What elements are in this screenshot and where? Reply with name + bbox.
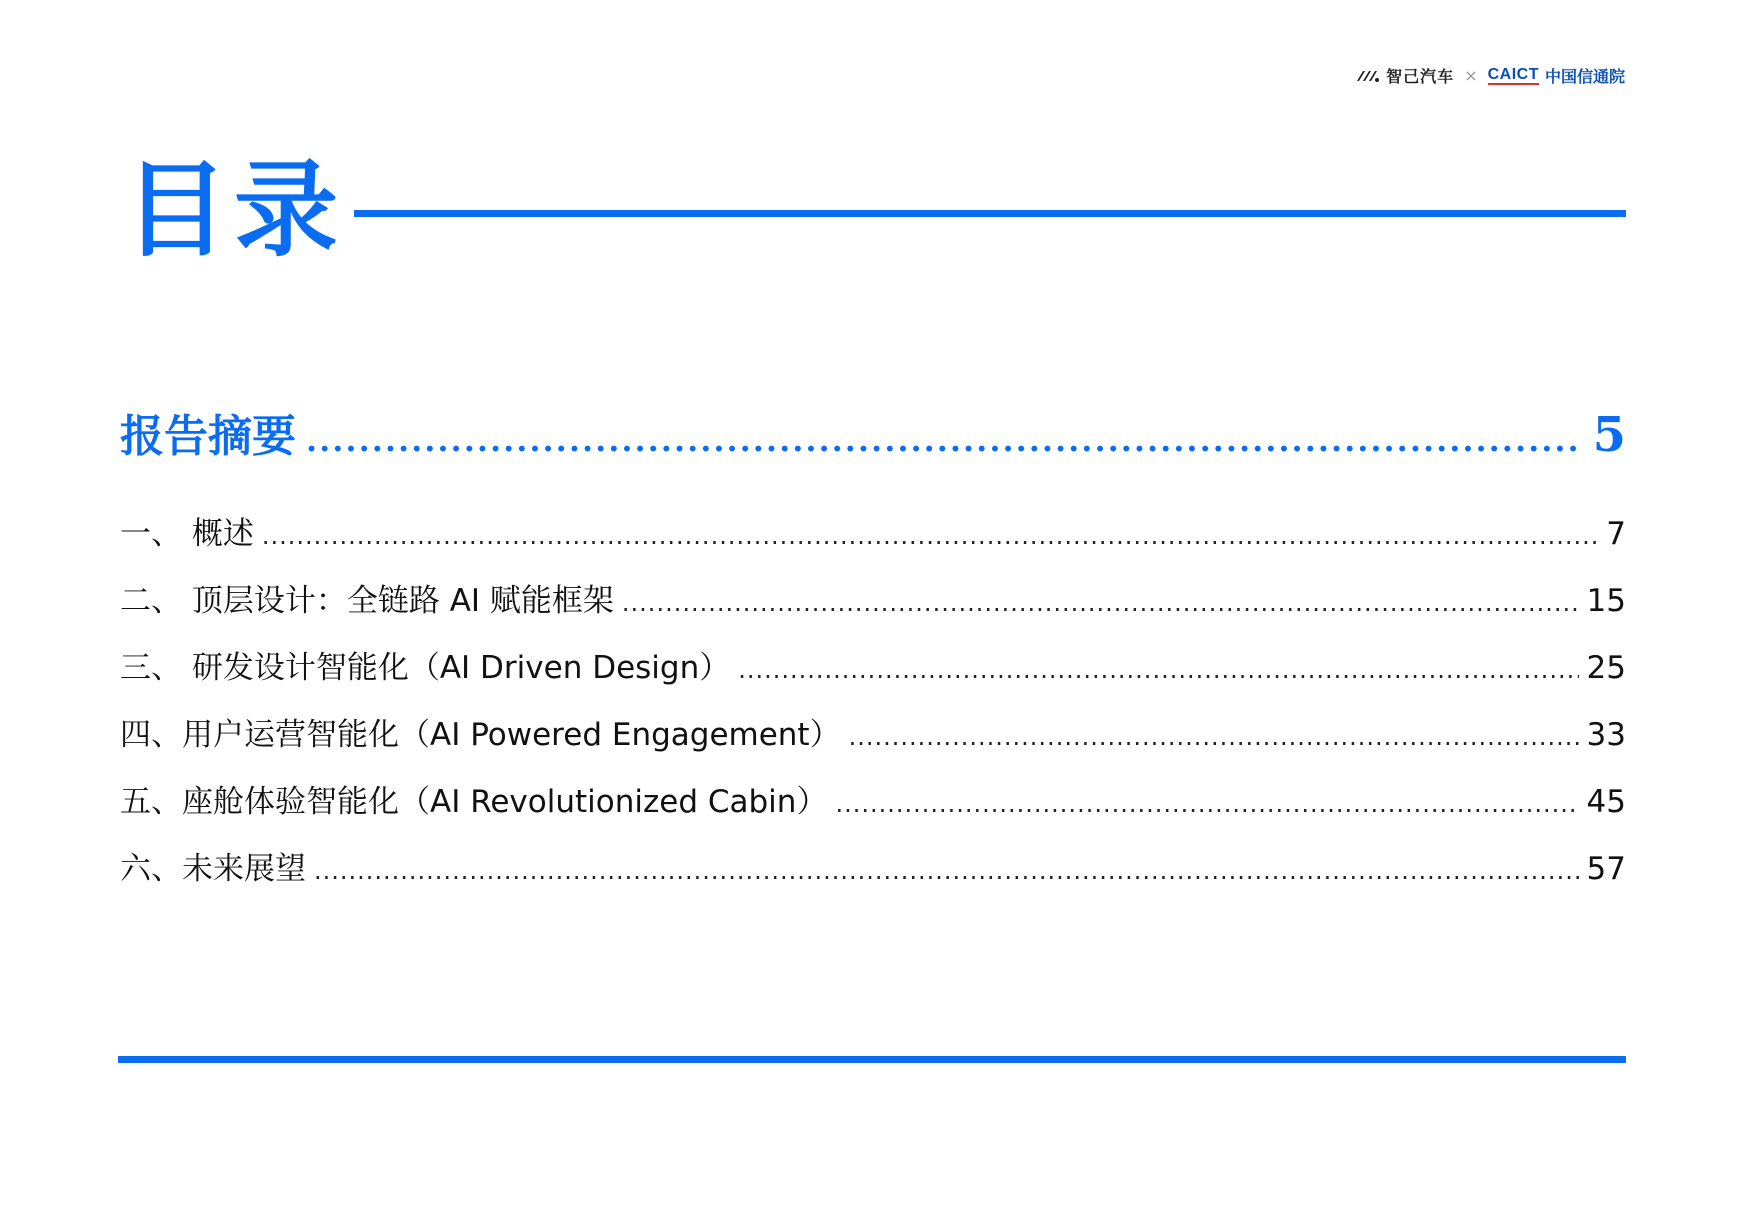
- header-logos: [1356, 64, 1625, 87]
- toc-item-label: 一、 概述: [120, 516, 254, 552]
- brand-zhiji-text: 智己汽车: [1386, 67, 1455, 86]
- toc-leader-dots: [849, 723, 1579, 751]
- toc-summary-row[interactable]: [120, 400, 1626, 464]
- toc-item[interactable]: [120, 776, 1626, 843]
- toc-item-label: 四、用户运营智能化（AI Powered Engagement）: [120, 717, 841, 753]
- toc-item-page: 57: [1586, 851, 1626, 887]
- brand-caict-logo: CAICT: [1487, 65, 1539, 83]
- toc-item-label: 五、座舱体验智能化（AI Revolutionized Cabin）: [120, 784, 828, 820]
- toc-item-label: 三、 研发设计智能化（AI Driven Design）: [120, 650, 731, 686]
- brand-caict-cn-text: 中国信通院: [1544, 67, 1625, 86]
- toc-leader-dots: [306, 421, 1583, 459]
- toc-leader-dots: [262, 522, 1598, 550]
- footer-divider: [118, 1056, 1626, 1063]
- title-divider: [354, 210, 1626, 217]
- toc-summary-label: 报告摘要: [120, 411, 296, 462]
- toc-item-page: 45: [1586, 784, 1626, 820]
- toc-item-label: 六、未来展望: [120, 851, 306, 887]
- toc-leader-dots: [314, 857, 1579, 885]
- toc-item[interactable]: [120, 709, 1626, 776]
- toc-leader-dots: [835, 790, 1578, 818]
- toc-item-page: 15: [1586, 583, 1626, 619]
- toc-leader-dots: [622, 589, 1579, 617]
- page-title: 目录: [124, 149, 345, 271]
- toc-list: [120, 508, 1626, 910]
- toc-item[interactable]: [120, 508, 1626, 575]
- toc-item[interactable]: [120, 642, 1626, 709]
- toc-item-label: 二、 顶层设计：全链路 AI 赋能框架: [120, 583, 614, 619]
- toc-summary-page: 5: [1592, 407, 1626, 463]
- brand-separator: ×: [1464, 66, 1478, 85]
- zhiji-logo-icon: [1356, 69, 1380, 83]
- toc-leader-dots: [738, 656, 1578, 684]
- toc-item[interactable]: [120, 843, 1626, 910]
- toc-item-page: 7: [1606, 516, 1626, 552]
- toc-item-page: 33: [1586, 717, 1626, 753]
- toc-item-page: 25: [1586, 650, 1626, 686]
- toc-item[interactable]: [120, 575, 1626, 642]
